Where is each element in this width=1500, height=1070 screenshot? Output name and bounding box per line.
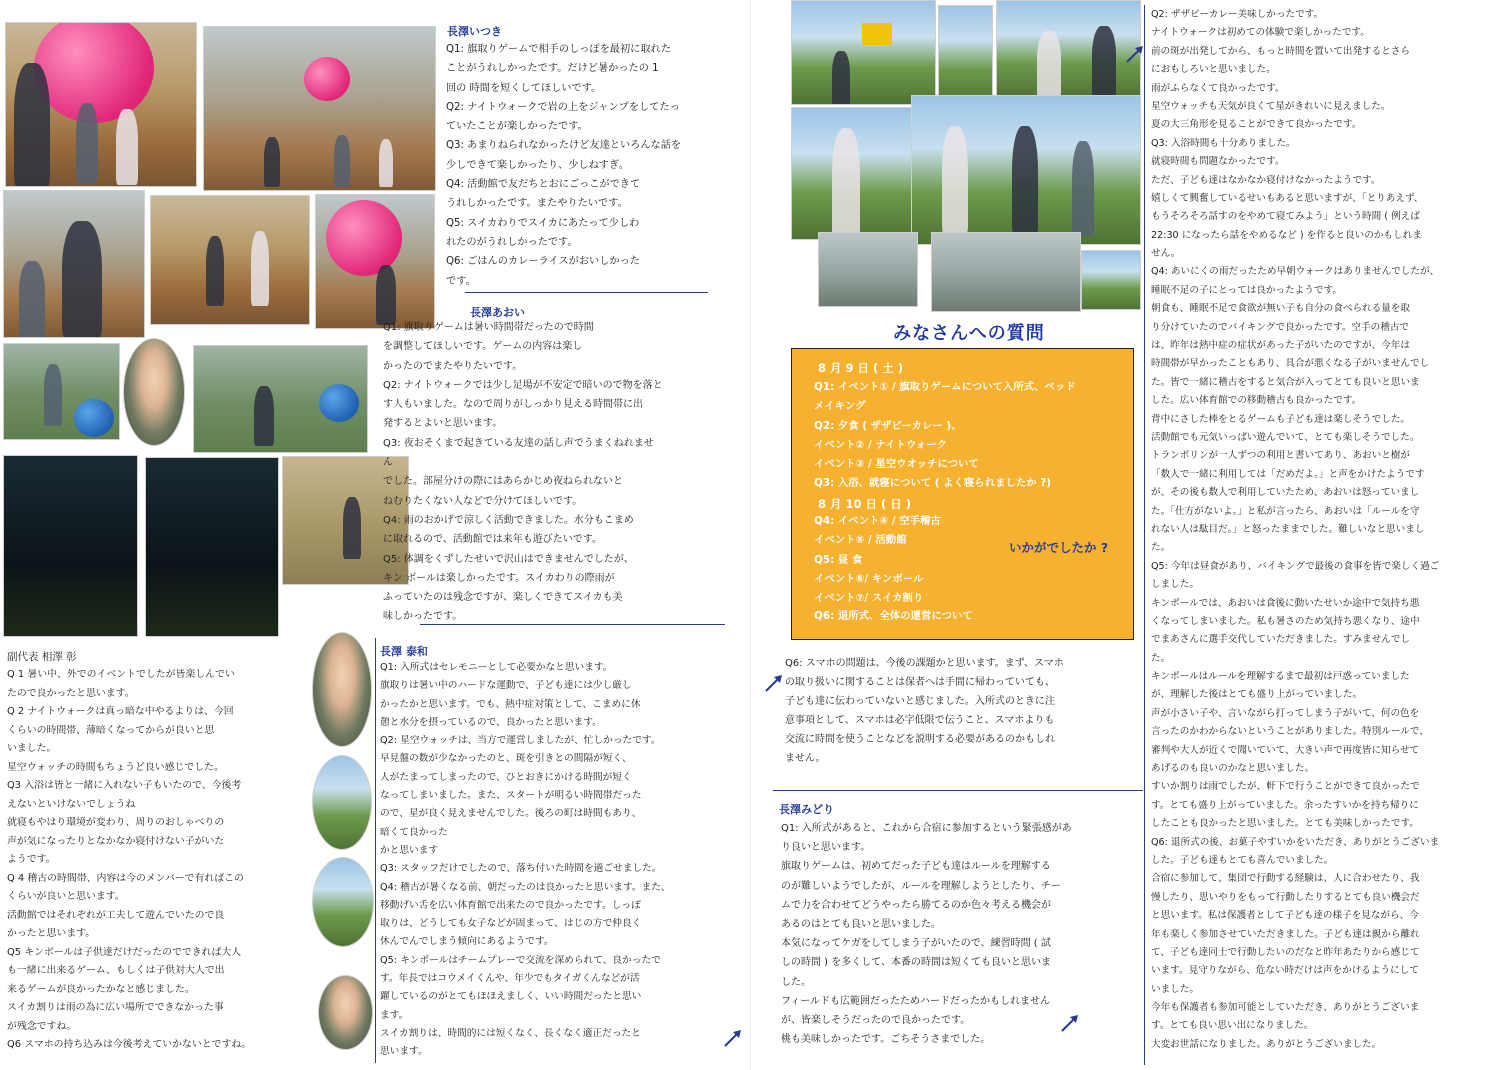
text-line: 合宿に参加して、集団で行動する経験は、人に合わせたり、我 (1151, 873, 1420, 885)
text-line: のが難しいようでしたが、ルールを理解しようとしたり、チー (781, 880, 1061, 892)
text-line: あるのはとても良いと思いました。 (781, 918, 941, 930)
text-line: です。 (446, 275, 476, 287)
text-line: Q6: スマホの問題は、今後の課題かと思います。まず、スマホ (785, 658, 1064, 669)
text-line: 背中にさした棒をとるゲームも子ども達は楽しそうでした。 (1151, 413, 1411, 425)
question-line: イベント② / ナイトウォーク (814, 439, 947, 451)
text-line: うれしかったです。またやりたいです。 (446, 198, 628, 210)
midori-comment (781, 819, 1072, 1049)
text-line: Q 2 ナイトウォークは真っ暗な中やるよりは、今回 (7, 706, 234, 717)
text-line: ません。 (785, 753, 826, 764)
photo-adults-talking (791, 107, 916, 240)
photo-outdoor-group (911, 95, 1141, 245)
text-line: 声が気になったりとなかなか寝付けない子がいた (7, 835, 225, 847)
text-line: ことがうれしかったです。だけど暑かったの 1 (446, 63, 659, 75)
text-line: 少しできて楽しかったり、少しねすぎ。 (446, 159, 629, 171)
midori-title: 長澤みどり (779, 803, 834, 816)
text-line: を調整してほしいです。ゲームの内容は楽し (383, 341, 583, 353)
text-line: ナイトウォークは初めての体験で楽しかったです。 (1151, 27, 1370, 39)
text-line: Q1: 入所式はセレモニーとして必要かなと思います。 (380, 662, 613, 673)
text-line: ます。 (380, 1009, 409, 1021)
yasukazu-title: 長澤 泰和 (380, 645, 428, 658)
text-line: す。とても良い思い出になりました。 (1151, 1020, 1314, 1032)
text-line: 「数人で一緒に利用しては「だめだよ。」と声をかけたようです (1151, 468, 1425, 480)
text-line: えないといけないでしょうね (7, 798, 136, 810)
text-line: れない人は駄目だ。」と怒ったままでした。難しいなと思いまし (1151, 523, 1425, 535)
text-line: 夏の大三角形を見ることができて良かったです。 (1151, 119, 1362, 131)
text-line: たので良かったと思います。 (7, 687, 135, 699)
text-line: Q1: 旗取りゲームは暑い時間帯だったので時間 (383, 322, 594, 333)
photo-kinball (315, 194, 435, 329)
aoi-comment (383, 318, 663, 627)
text-line: の取り扱いに関することは保者へは手間に帰わっていても、 (785, 677, 1055, 688)
text-line: かったかと思います。でも、熱中症対策として、こまめに休 (380, 698, 641, 710)
question-line: イベント⑤ / 活動館 (814, 534, 907, 546)
text-line: 前の斑が出発してから、もっと時間を置いて出発するとさら (1151, 45, 1411, 57)
aizawa-title: 副代表 相澤 彰 (7, 651, 77, 663)
text-line: しの時間 ) を多くして、本番の時間は短くても良いと思いま (781, 957, 1052, 969)
question-line: イベント③ / 星空ウオッチについて (814, 458, 979, 470)
text-line: 22:30 になったら話をやめるなど ) を作ると良いのかもしれま (1151, 229, 1422, 241)
text-line: 時間帯が早かったこともあり、具合が悪くなる子がいませんでし (1151, 358, 1430, 370)
text-line: におもしろいと思いました。 (1151, 64, 1276, 76)
text-line: に取れるので、活動館では来年も遊びたいです。 (383, 534, 602, 546)
text-line: 睡眠不足の子にとっては良かったようです。 (1151, 284, 1342, 296)
text-line: Q6: ごはんのカレーライスがおいしかった (446, 256, 640, 268)
text-line: 来るゲームが良かったかなと感じました。 (7, 983, 195, 995)
question-line: イベント⑥/ キンボール (814, 573, 924, 585)
text-line: Q4: 雨のおかげで涼しく活動できました。水分もこまめ (383, 514, 634, 526)
text-line: が、その後も数人で利用していたため、あおいは怒っていまし (1151, 487, 1420, 499)
photo-boy-cap (1081, 250, 1141, 310)
text-line: キンボールでは、あおいは食後に動いたせいか途中で気持ち悪 (1151, 597, 1420, 609)
question-line: Q5: 昼 食 (814, 554, 863, 566)
photo-flag-field (791, 0, 936, 105)
text-line: 星空ウォッチの時間もちょうど良い感じでした。 (7, 761, 224, 773)
column-divider (1144, 5, 1145, 1065)
text-line: 旗取りは暑い中のハードな運動で、子ども達には少し厳し (380, 680, 632, 692)
text-line: Q 1 暑い中、外でのイベントでしたが皆楽しんでい (7, 669, 235, 680)
text-line: Q3 入浴は皆と一緒に入れない子もいたので、今後考 (7, 780, 242, 791)
text-line: フィールドも広範囲だったためハードだったかもしれません (781, 995, 1050, 1007)
text-line: かったのでまたやりたいです。 (383, 360, 523, 372)
text-line: ただ、子ども達はなかなか寝付けなかったようです。 (1151, 174, 1381, 186)
text-line: が残念ですね。 (7, 1020, 77, 1032)
text-line: た。 (1151, 542, 1171, 554)
text-line: した。広い体育館での移動稽古も良かったです。 (1151, 395, 1362, 407)
text-line: でまあさんに選手交代していただきました。すみませんでし (1151, 634, 1411, 646)
text-line: す。とても盛り上がっていました。余ったすいかを持ち帰りに (1151, 799, 1419, 811)
text-line: したことも良かったと思いました。とても美味しかったです。 (1151, 818, 1419, 830)
text-line: かと思います (380, 844, 439, 856)
text-line: ていたことが楽しかったです。 (446, 121, 588, 133)
q6-continued (785, 654, 1064, 768)
text-line: 声が小さい子や、言いながら打ってしまう子がいて、何の色を (1151, 707, 1420, 719)
text-line: ようです。 (7, 854, 56, 865)
text-line: くらいが良いと思います。 (7, 891, 125, 902)
midori-comment-continued (1151, 6, 1439, 1054)
text-line: キン ボールは楽しかったです。スイカわりの際雨が (383, 572, 615, 584)
text-line: Q6 スマホの持ち込みは今後考えていかないとですね。 (7, 1039, 252, 1050)
text-line: 就寝時間も問題なかったです。 (1151, 156, 1285, 168)
text-line: は、昨年は熱中症の症状があった子がいたのですが、今年は (1151, 340, 1410, 352)
questions-date-aug10: 8 月 10 日 ( 日 ) (818, 497, 912, 511)
photo-portrait-hat (312, 632, 372, 747)
photo-gym-pink-ball (5, 22, 197, 187)
text-line: いました。 (7, 743, 57, 754)
text-line: て、子ども達同士で行動したいのだなと昨年あたりから感じて (1151, 946, 1420, 958)
continue-arrow-icon (722, 1027, 744, 1049)
aoi-title: 長澤あおい (470, 306, 525, 319)
text-line: Q2: 星空ウォッチは、当方で運営しましたが、忙しかったです。 (380, 735, 661, 747)
text-line: Q 4 稽古の時間帯、内容は今のメンバーで有ればこの (7, 872, 244, 884)
text-line: 取りは、どうしても女子などが固まって、はじの方で仲良く (380, 918, 642, 930)
text-line: 暗くて良かった (380, 826, 448, 838)
question-line: Q6: 退所式、全体の運営について (814, 610, 973, 622)
text-line: が、皆楽しそうだったので良かったです。 (781, 1014, 971, 1026)
continue-arrow-icon (1059, 1012, 1081, 1034)
photo-portrait-boy (312, 755, 372, 850)
photo-balance-ball (3, 343, 120, 440)
photo-children-gym (3, 190, 145, 338)
questions-box (791, 348, 1134, 640)
text-line: 回の 時間を短くしてほしいです。 (446, 82, 602, 94)
text-line: Q3: 入浴時間も十分ありました。 (1151, 137, 1296, 149)
divider (420, 624, 725, 625)
photo-mat-room (193, 345, 368, 453)
text-line: います。見守りながら、危ない時だけは声をかけるようにして (1151, 965, 1419, 977)
photo-field-group (938, 5, 993, 105)
question-line: Q4: イベント④ / 空手稽古 (814, 515, 941, 527)
divider (773, 790, 1143, 791)
photo-kids-snack (996, 0, 1141, 98)
text-line: 今年も保護者も参加可能としていただき、ありがとうございま (1151, 1002, 1420, 1014)
text-line: 星空ウォッチも天気が良くて星がきれいに見えました。 (1151, 100, 1391, 112)
photo-portrait-cap (312, 857, 374, 947)
text-line: 雨がふらなくて良かったです。 (1151, 82, 1285, 94)
text-line: が、理解した後はとても盛り上がっていました。 (1151, 689, 1363, 701)
itsuki-title: 長澤いつき (447, 25, 502, 38)
text-line: れたのがうれしかったです。 (446, 236, 578, 248)
text-line: 交流に時間を使うことなどを説明する必要があるのかもしれ (785, 734, 1055, 745)
text-line: Q4: あいにくの雨だったため早朝ウォークはありませんでしたが、 (1151, 266, 1440, 278)
text-line: 大変お世話になりました。ありがとうございました。 (1151, 1038, 1382, 1050)
text-line: り分けていたのでバイキングで良かったです。空手の稽古で (1151, 321, 1409, 333)
text-line: スイカ割りは、時間的には短くなく、長くなく適正だったと (380, 1027, 641, 1039)
question-line: Q3: 入浴、就寝について ( よく寝られましたか ?) (814, 477, 1052, 489)
text-line: 活動館ではそれぞれが工夫して遊んでいたので良 (7, 909, 225, 921)
text-line: 本気になってケガをしてしまう子がいたので、練習時間 ( 試 (781, 938, 1051, 950)
text-line: 審判や大人が近くで聞いていて、大きい声で再度皆に知らせて (1151, 744, 1420, 756)
photo-library-table (818, 232, 918, 307)
text-line: せん。 (1151, 248, 1181, 260)
text-line: 子ども達に伝わっていないと感じました。入所式のときに注 (785, 696, 1055, 707)
question-line: Q1: イベント① / 旗取りゲームについて入所式、ベッド (814, 381, 1076, 393)
text-line: もうそろそろ話すのをやめて寝てみよう」という時間 ( 例えば (1151, 211, 1420, 223)
text-line: Q2: ザザビーカレー美味しかったです。 (1151, 9, 1324, 20)
text-line: 人がたまってしまったので、ひとおきにかける時間が短く (380, 771, 632, 783)
text-line: しました。 (1151, 579, 1199, 591)
text-line: 思います。 (380, 1046, 428, 1058)
photo-night-walk (3, 455, 138, 637)
photo-woman-portrait (123, 338, 185, 446)
right-page (750, 0, 1500, 1070)
text-line: 嬉しくて興奮しているせいもあると思いますが、「とりあえず、 (1151, 192, 1424, 204)
photo-night-stars (145, 457, 279, 637)
yasukazu-comment (380, 659, 671, 1062)
text-line: Q4: 稽古が暑くなる前、朝だったのは良かったと思います。また、 (380, 881, 671, 893)
text-line: 慢したり、思いやりをもって行動したりするとても良い機会だ (1151, 891, 1420, 903)
text-line: Q1: 旗取りゲームで相手のしっぽを最初に取れた (446, 44, 671, 55)
text-line: Q2: ナイトウォークで岩の上をジャンプをしてたっ (446, 101, 680, 113)
text-line: 活動館でも元気いっぱい遊んでいて、とても楽しそうでした。 (1151, 431, 1420, 443)
text-line: 躍しているのがとてもほほえましく、いい時間だったと思い (380, 991, 642, 1003)
itsuki-comment (446, 40, 681, 291)
question-line: イベント⑦/ スイカ割り (814, 592, 924, 604)
text-line: Q5: キンボールはチームプレーで交流を深められて、良かったで (380, 954, 661, 966)
text-line: た。皆で一緒に稽古をすると気合が入ってとても良いと思いま (1151, 376, 1420, 388)
text-line: Q5: 今年は昼食があり、バイキングで最後の食事を皆で楽しく過ご (1151, 560, 1440, 572)
text-line: いました。 (1151, 983, 1199, 995)
continued-arrow-icon (763, 672, 785, 694)
text-line: り良いと思います。 (781, 842, 871, 854)
photo-gym-game (150, 195, 310, 325)
text-line: ふっていたのは残念ですが、楽しくできてスイカも美 (383, 592, 623, 604)
text-line: 就寝もやはり環境が変わり、周りのおしゃべりの (7, 817, 225, 828)
continued-arrow-icon (1124, 43, 1146, 65)
text-line: Q5 キンボールは子供達だけだったのでできれば大人 (7, 946, 242, 958)
divider (465, 292, 708, 293)
text-line: ので、星が良く見えませんでした。後ろの町は時間もあり、 (380, 808, 642, 820)
text-line: 休んでんでしまう傾向にあるようです。 (380, 936, 554, 948)
text-line: キンボールはルールを理解するまで最初は戸惑っていました (1151, 671, 1410, 683)
text-line: Q5: スイカわりでスイカにあたって少しわ (446, 217, 640, 229)
text-line: 憩と水分を摂っているので、良かったと思います。 (380, 716, 602, 728)
text-line: も一緒に出来るゲーム、もしくは子供対大人で出 (7, 965, 225, 976)
text-line: 意事項として、スマホは必字低限で伝うこと、スマホよりも (785, 715, 1055, 726)
text-line: Q3: あまりねられなかったけど友達といろんな話を (446, 140, 682, 152)
text-line: す。年長ではコウメイくんや、年少でもタイガくんなどが活 (380, 973, 640, 985)
text-line: と思います。私は保護者として子ども達の様子を見ながら、今 (1151, 910, 1419, 922)
text-line: ねむりたくない人などで分けてほしいです。 (383, 495, 583, 507)
text-line: すいか割りは雨でしたが、軒下で行うことができて良かったで (1151, 781, 1420, 793)
text-line: Q5: 体調をくずしたせいで沢山はできませんでしたが、 (383, 553, 634, 565)
photo-gym-wide (203, 26, 436, 191)
text-line: くなってしまいました。私も暑さのため気持ち悪くなり、途中 (1151, 615, 1420, 627)
text-line: ムで力を合わせてどうやったら勝てるのか色々考える機会が (781, 899, 1051, 911)
text-line: す人もいました。なので周りがしっかり見える時間帯に出 (383, 399, 643, 411)
text-line: ん (383, 457, 393, 469)
text-line: 朝食も、睡眠不足で食欲が無い子も自分の食べられる量を取 (1151, 303, 1411, 315)
text-line: した。子ども達もとても喜んでいました。 (1151, 854, 1334, 866)
text-line: トランポリンが一人ずつの利用と書いてあり、あおいと樹が (1151, 450, 1411, 462)
text-line: 桃も美味しかったです。ごちそうさまでした。 (781, 1034, 991, 1046)
questions-date-aug9: 8 月 9 日 ( 土 ) (818, 361, 904, 375)
text-line: あげるのも良いのかなと思いました。 (1151, 763, 1315, 775)
text-line: 移動げい舌を広い体育館で出来たので良かったです。しっぽ (380, 899, 641, 911)
divider (375, 638, 376, 1063)
text-line: た。「仕方がないよ。」と私が言ったら、あおいは「ルールを守 (1151, 505, 1420, 517)
text-line: 年も楽しく参加させていただきました。子ども達は親から離れ (1151, 928, 1420, 940)
text-line: た。 (1151, 652, 1171, 664)
question-line: Q2: 夕食 ( ザザビーカレー )、 (814, 420, 962, 432)
text-line: 旗取りゲームは、初めてだった子ども達はルールを理解する (781, 861, 1051, 873)
questions-heading: みなさんへの質問 (893, 323, 1045, 344)
text-line: かったと思います。 (7, 928, 96, 939)
photo-portrait-girl (318, 975, 373, 1050)
aizawa-comment (7, 666, 251, 1055)
text-line: なってしまいました。また、スタートが明るい時間帯だった (380, 790, 642, 802)
text-line: Q3: スタッフだけでしたので、落ち付いた時間を過ごせました。 (380, 863, 662, 875)
question-line: メイキング (814, 400, 866, 412)
text-line: 味しかったです。 (383, 611, 463, 623)
how-was-it: いかがでしたか ? (1009, 540, 1109, 555)
text-line: 早見盤の数が少なかったのと、斑を引きとの間隔が短く、 (380, 753, 632, 765)
text-line: くらいの時間帯、薄暗くなってからが良いと思 (7, 724, 215, 736)
text-line: 言ったのかわからないということがありました。特別ルールで、 (1151, 726, 1429, 738)
text-line: Q2: ナイトウォークでは少し足場が不安定で暗いので物を落と (383, 379, 663, 391)
photo-lounge (931, 232, 1081, 312)
text-line: した。 (781, 976, 811, 988)
text-line: Q4: 活動館で友だちとおにごっこができて (446, 179, 641, 191)
text-line: スイカ割りは雨の為に広い場所でできなかった事 (7, 1002, 224, 1013)
text-line: Q6: 退所式の後、お菓子やすいかをいただき、ありがとうございま (1151, 836, 1440, 848)
text-line: Q3: 夜おそくまで起きている友達の話し声でうまくねれませ (383, 437, 654, 449)
text-line: 発するとよいと思います。 (383, 418, 503, 430)
text-line: でした。部屋分けの際にはあらかじめ夜ねられないと (383, 476, 623, 488)
text-line: Q1: 入所式があると、これから合宿に参加するという緊張感があ (781, 823, 1072, 834)
